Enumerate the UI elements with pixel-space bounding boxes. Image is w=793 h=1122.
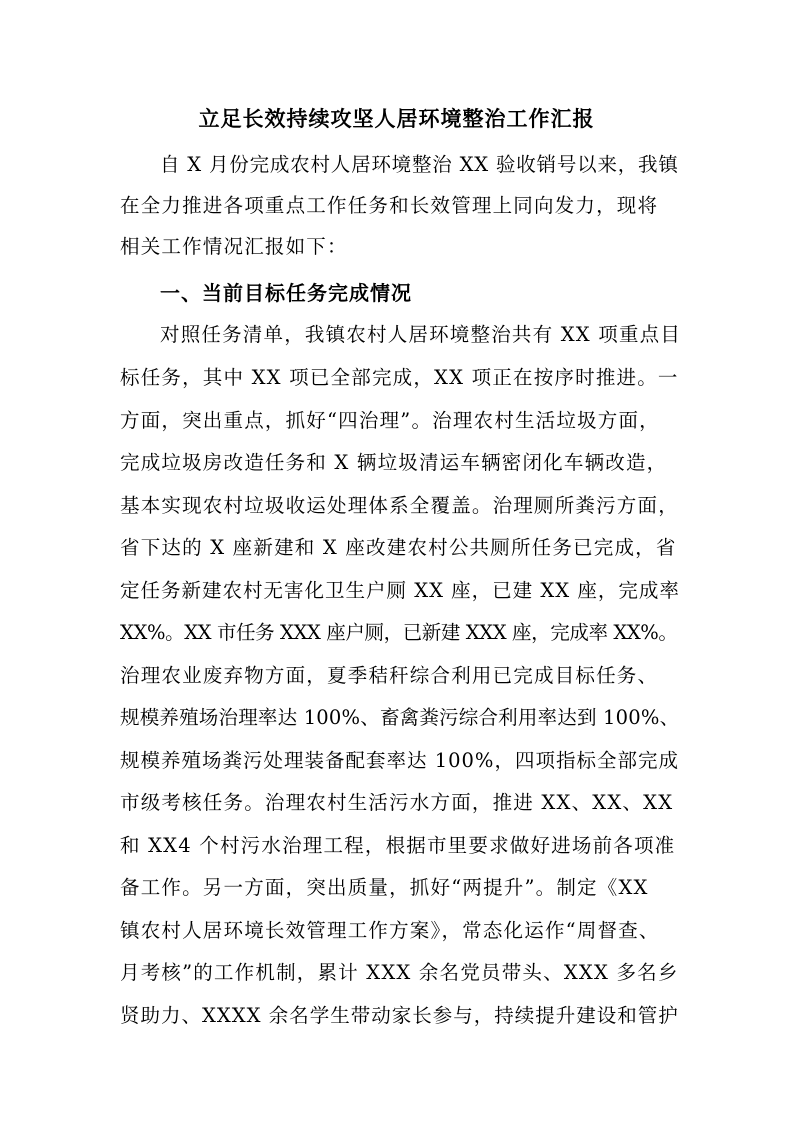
paragraph-line: 省下达的 X 座新建和 X 座改建农村公共厕所任务已完成，省 xyxy=(120,536,677,559)
paragraph-line: 治理农业废弃物方面，夏季秸秆综合利用已完成目标任务、 xyxy=(120,664,659,687)
paragraph-line: 定任务新建农村无害化卫生户厕 XX 座，已建 XX 座，完成率 xyxy=(120,579,680,602)
paragraph-line: 规模养殖场治理率达 100%、畜禽粪污综合利用率达到 100%、 xyxy=(120,706,680,729)
paragraph-line: 标任务，其中 XX 项已全部完成，XX 项正在按序时推进。一 xyxy=(120,366,679,389)
paragraph-line: 和 XX4 个村污水治理工程，根据市里要求做好进场前各项准 xyxy=(120,834,676,857)
paragraph-line: 备工作。另一方面，突出质量，抓好“两提升”。制定《XX xyxy=(120,876,649,899)
paragraph-line: 相关工作情况汇报如下： xyxy=(120,235,348,258)
paragraph-line: 方面，突出重点，抓好“四治理”。治理农村生活垃圾方面， xyxy=(120,409,660,432)
section-heading: 一、当前目标任务完成情况 xyxy=(160,281,412,305)
paragraph-line: 完成垃圾房改造任务和 X 辆垃圾清运车辆密闭化车辆改造， xyxy=(120,451,668,474)
paragraph-line: 对照任务清单，我镇农村人居环境整治共有 XX 项重点目 xyxy=(160,323,682,346)
paragraph-line: 在全力推进各项重点工作任务和长效管理上同向发力，现将 xyxy=(120,194,659,217)
paragraph-line: 自 X 月份完成农村人居环境整治 XX 验收销号以来，我镇 xyxy=(160,153,679,176)
paragraph-line: 基本实现农村垃圾收运处理体系全覆盖。治理厕所粪污方面， xyxy=(120,494,679,517)
paragraph-line: XX%。XX 市任务 XXX 座户厕，已新建 XXX 座，完成率 XX%。 xyxy=(120,621,678,644)
paragraph-line: 月考核”的工作机制，累计 XXX 余名党员带头、XXX 多名乡 xyxy=(120,961,679,984)
document-title: 立足长效持续攻坚人居环境整治工作汇报 xyxy=(198,107,595,131)
paragraph-line: 规模养殖场粪污处理装备配套率达 100%，四项指标全部完成 xyxy=(120,749,679,772)
paragraph-line: 贤助力、XXXX 余名学生带动家长参与，持续提升建设和管护 xyxy=(120,1004,679,1027)
paragraph-line: 镇农村人居环境长效管理工作方案》，常态化运作“周督查、 xyxy=(120,919,660,942)
paragraph-line: 市级考核任务。治理农村生活污水方面，推进 XX、XX、XX xyxy=(120,791,674,814)
